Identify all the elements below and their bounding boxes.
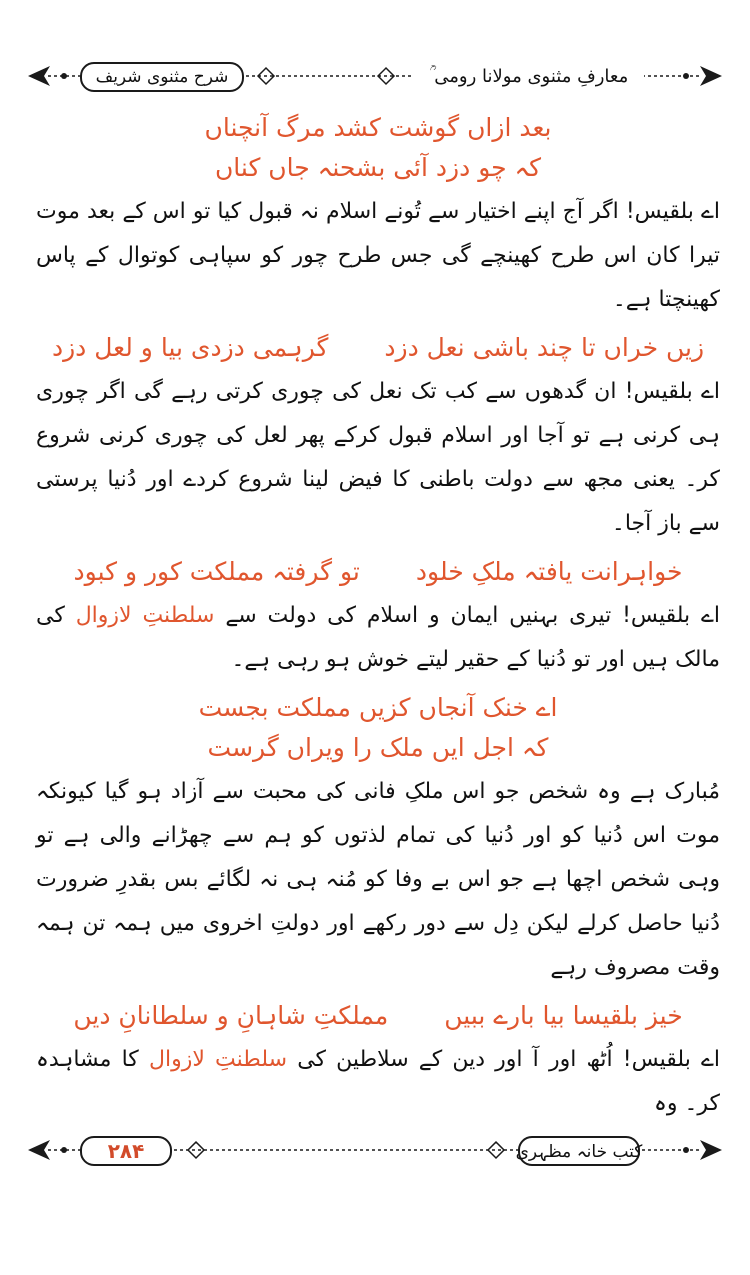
paragraph-5-text-a: اے بلقیس! اُٹھ اور آ اور دین کے سلاطین کی	[297, 1047, 720, 1072]
publisher-name: کتب خانہ مظہری	[518, 1136, 640, 1166]
paragraph-3-text-a: اے بلقیس! تیری بہنیں ایمان و اسلام کی دولت سے	[225, 603, 720, 628]
header-section-label: شرح مثنوی شریف	[80, 62, 244, 92]
paragraph-5-highlight: سلطنتِ لازوال	[148, 1047, 288, 1072]
page-header	[28, 56, 722, 96]
paragraph-2: اے بلقیس! ان گدھوں سے کب تک نعل کی چوری کرتی رہے گی اگر چوری ہی کرنی ہے تو آجا اور اسلام قبول کرکے پھر لعل کی چوری کرنی شروع کر۔ یعنی مجھ سے دولت باطنی کا فیض لینا شروع کردے اور دُنیا پرستی سے باز آجا۔	[36, 379, 720, 536]
verse-3-hemistich-1: خواہرانت یافتہ ملکِ خلود	[415, 557, 683, 586]
verse-4-line-2: کہ اجل ایں ملک را ویراں گرست	[207, 733, 549, 762]
paragraph-4: مُبارک ہے وہ شخص جو اس ملکِ فانی کی محبت سے آزاد ہو گیا کیونکہ موت اس دُنیا کو اور دُنیا کی تمام لذتوں کو ہم سے چھڑانے والی ہے تو وہی شخص اچھا ہے جو اس بے وفا کو مُنہ ہی نہ لگائے بس بقدرِ ضرورت دُنیا حاصل کرلے لیکن دِل سے دور رکھے اور دولتِ اخروی میں ہمہ تن ہمہ وقت مصروف رہے	[36, 779, 720, 980]
page-content	[36, 108, 720, 1132]
verse-4-line-1: اے خنک آنجاں کزیں مملکت بجست	[198, 693, 558, 722]
verse-2-hemistich-2: گرہمی دزدی بیا و لعل دزد	[51, 333, 329, 362]
paragraph-1: اے بلقیس! اگر آج اپنے اختیار سے تُونے اسلام نہ قبول کیا تو اس کے بعد موت تیرا کان اس طرح کھینچے گی جس طرح چور کو سپاہی کوتوال کے پاس کھینچتا ہے۔	[36, 199, 720, 312]
verse-5-hemistich-1: خیز بلقیسا بیا بارے ببیں	[444, 1001, 683, 1030]
verse-1-line-1: بعد ازاں گوشت کشد مرگ آنچناں	[204, 113, 552, 142]
paragraph-3	[36, 594, 720, 682]
paragraph-5-text-b: کا مشاہدہ کر۔ وہ	[36, 1047, 720, 1116]
page-number: ۲۸۴	[80, 1136, 172, 1166]
verse-1-line-2: کہ چو دزد آئی بشحنہ جاں کناں	[214, 153, 542, 182]
verse-2-hemistich-1: زیں خراں تا چند باشی نعل دزد	[384, 333, 705, 362]
paragraph-3-highlight: سلطنتِ لازوال	[75, 603, 215, 628]
verse-3	[36, 552, 720, 592]
paragraph-5	[36, 1038, 720, 1126]
verse-5	[36, 996, 720, 1036]
page-footer	[28, 1130, 722, 1170]
header-book-title: معارفِ مثنوی مولانا رومی ؒ	[414, 62, 644, 90]
verse-5-hemistich-2: مملکتِ شاہانِ و سلطانانِ دیں	[73, 1001, 389, 1030]
paragraph-3-text-b: کی مالک ہیں اور تو دُنیا کے حقیر لیتے خوش ہو رہی ہے۔	[36, 603, 720, 672]
verse-3-hemistich-2: تو گرفتہ مملکت کور و کبود	[73, 557, 360, 586]
verse-2	[36, 328, 720, 368]
